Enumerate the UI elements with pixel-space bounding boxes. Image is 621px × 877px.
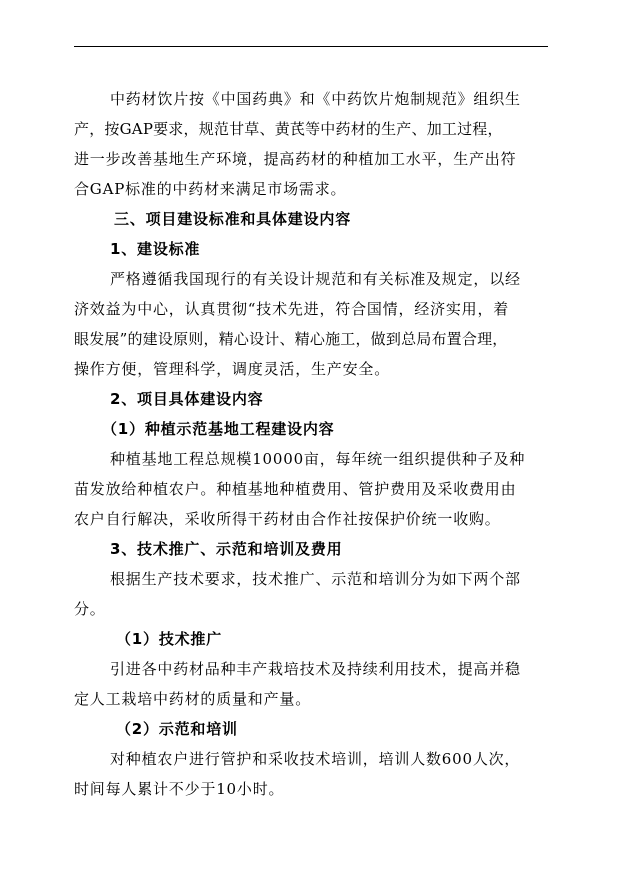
subsection-heading: 2、项目具体建设内容 (110, 390, 264, 408)
paragraph-line: 定人工栽培中药材的质量和产量。 (74, 690, 312, 708)
item-heading: （1）技术推广 (116, 630, 223, 648)
paragraph-line: 根据生产技术要求，技术推广、示范和培训分为如下两个部 (110, 570, 521, 588)
paragraph-line: 严格遵循我国现行的有关设计规范和有关标准及规定，以经 (110, 270, 521, 288)
subsection-heading: 1、建设标准 (110, 240, 201, 258)
document-body (74, 84, 552, 804)
paragraph-line: 眼发展”的建设原则，精心设计、精心施工，做到总局布置合理， (74, 330, 508, 348)
paragraph-line: 进一步改善基地生产环境，提高药材的种植加工水平，生产出符 (74, 150, 517, 168)
paragraph-line: 分。 (74, 600, 106, 618)
paragraph-line: 苗发放给种植农户。种植基地种植费用、管护费用及采收费用由 (74, 480, 517, 498)
paragraph-line: 引进各中药材品种丰产栽培技术及持续利用技术，提高并稳 (110, 660, 521, 678)
section-heading: 三、项目建设标准和具体建设内容 (114, 210, 352, 228)
paragraph-line: 济效益为中心，认真贯彻“技术先进，符合国情，经济实用，着 (74, 300, 510, 318)
paragraph-line: 时间每人累计不少于10小时。 (74, 780, 285, 798)
paragraph-line: 中药材饮片按《中国药典》和《中药饮片炮制规范》组织生 (110, 90, 521, 108)
header-rule (74, 46, 548, 47)
paragraph-line: 种植基地工程总规模10000亩，每年统一组织提供种子及种 (110, 450, 526, 468)
paragraph-line: 操作方便，管理科学，调度灵活，生产安全。 (74, 360, 391, 378)
item-heading: （2）示范和培训 (116, 720, 238, 738)
paragraph-line: 产，按GAP要求，规范甘草、黄芪等中药材的生产、加工过程， (74, 120, 503, 138)
paragraph-line: 对种植农户进行管护和采收技术培训，培训人数600人次， (110, 750, 521, 768)
paragraph-line: 合GAP标准的中药材来满足市场需求。 (74, 180, 347, 198)
paragraph-line: 农户自行解决，采收所得干药材由合作社按保护价统一收购。 (74, 510, 501, 528)
subsection-heading: 3、技术推广、示范和培训及费用 (110, 540, 343, 558)
item-heading: （1）种植示范基地工程建设内容 (102, 420, 335, 438)
